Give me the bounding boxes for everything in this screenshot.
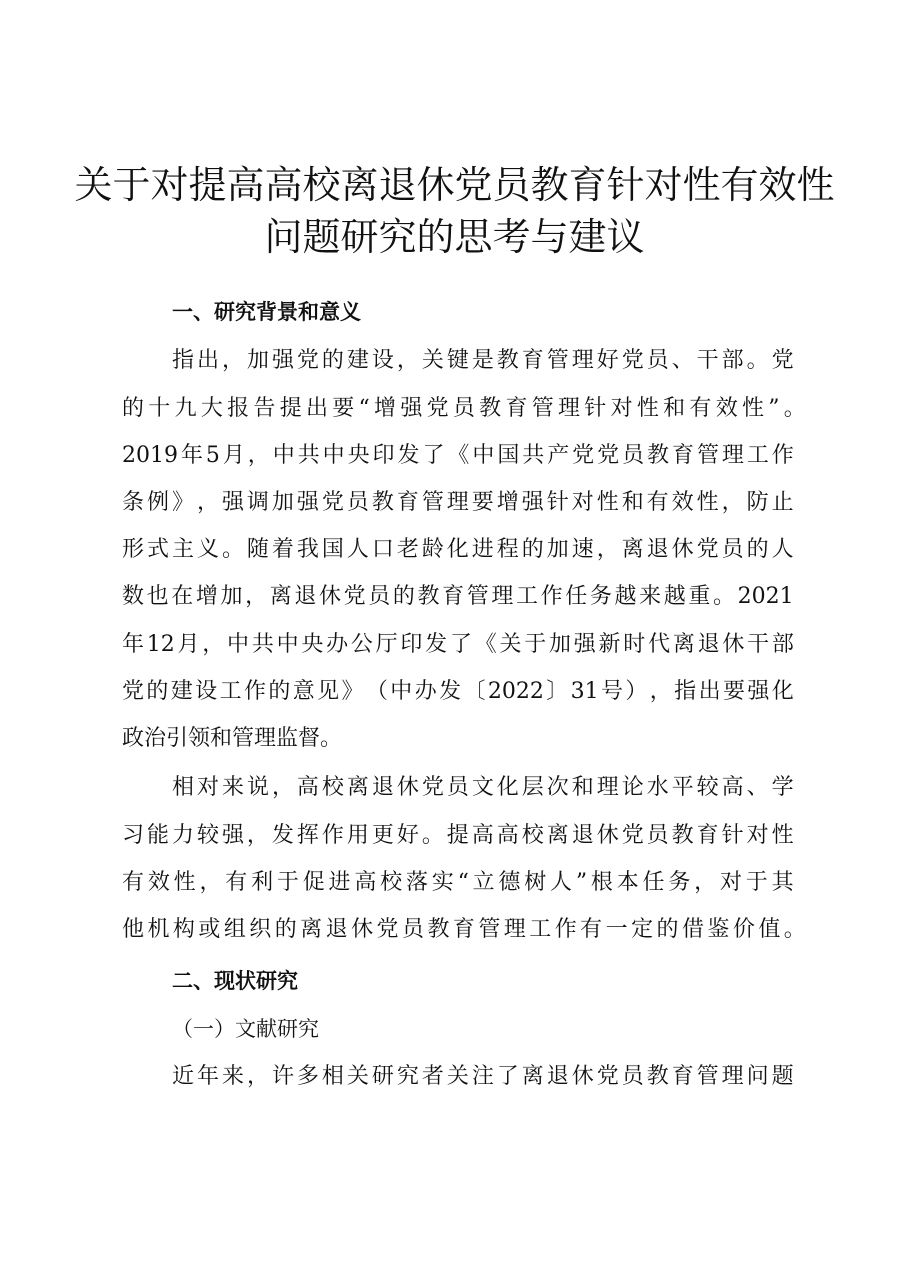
paragraph-1-line-8: 党 的 建 设 工 作 的 意 见 》 （ 中 办 发 〔 2022 〕 31 号 ） ， 指 出 要 强 化 xyxy=(122,679,794,704)
section-heading-background: 一、研究背景和意义 xyxy=(172,300,361,324)
paragraph-2-line-1: 相 对 来 说 ， 高 校 离 退 休 党 员 文 化 层 次 和 理 论 水 平 较 高 、 学 xyxy=(172,775,794,800)
paragraph-1-line-2: 的 十 九 大 报 告 提 出 要 “ 增 强 党 员 教 育 管 理 针 对 性 和 有 效 性 ” 。 xyxy=(122,396,806,421)
paragraph-2-line-2: 习 能 力 较 强 ， 发 挥 作 用 更 好 。 提 高 高 校 离 退 休 党 员 教 育 针 对 性 xyxy=(122,823,794,848)
paragraph-2-line-4: 他 机 构 或 组 织 的 离 退 休 党 员 教 育 管 理 工 作 有 一 定 的 借 鉴 价 值 。 xyxy=(122,917,806,942)
paragraph-1-line-5: 形 式 主 义 。 随 着 我 国 人 口 老 龄 化 进 程 的 加 速 ， 离 退 休 党 员 的 人 xyxy=(122,537,794,562)
paragraph-1-line-6: 数 也 在 增 加 ， 离 退 休 党 员 的 教 育 管 理 工 作 任 务 越 来 越 重 。 2021 xyxy=(122,584,794,609)
paragraph-1-line-1: 指 出 ， 加 强 党 的 建 设 ， 关 键 是 教 育 管 理 好 党 员 、 干 部 。 党 xyxy=(172,348,794,373)
paragraph-1-line-4: 条 例 》 ， 强 调 加 强 党 员 教 育 管 理 要 增 强 针 对 性 和 有 效 性 ， 防 止 xyxy=(122,490,794,515)
paragraph-1-line-9: 政治引领和管理监督。 xyxy=(122,726,343,751)
document-title-line-2: 问题研究的思考与建议 xyxy=(264,215,645,259)
paragraph-1-line-7: 年 12 月 ， 中 共 中 央 办 公 厅 印 发 了 《 关 于 加 强 新 时 代 离 退 休 干 部 xyxy=(122,632,794,657)
paragraph-1-line-3: 2019 年 5 月 ， 中 共 中 央 印 发 了 《 中 国 共 产 党 党 员 教 育 管 理 工 作 xyxy=(122,443,794,468)
paragraph-2-line-3: 有 效 性 ， 有 利 于 促 进 高 校 落 实 “ 立 德 树 人 ” 根 本 任 务 ， 对 于 其 xyxy=(122,870,794,895)
section-heading-status-research: 二、现状研究 xyxy=(172,969,298,993)
subsection-heading-literature: （一）文献研究 xyxy=(172,1017,319,1041)
document-title-line-1: 关于对提高高校离退休党员教育针对性有效性 xyxy=(74,163,835,207)
paragraph-3-line-1: 近 年 来 ， 许 多 相 关 研 究 者 关 注 了 离 退 休 党 员 教 育 管 理 问 题 xyxy=(172,1064,794,1089)
